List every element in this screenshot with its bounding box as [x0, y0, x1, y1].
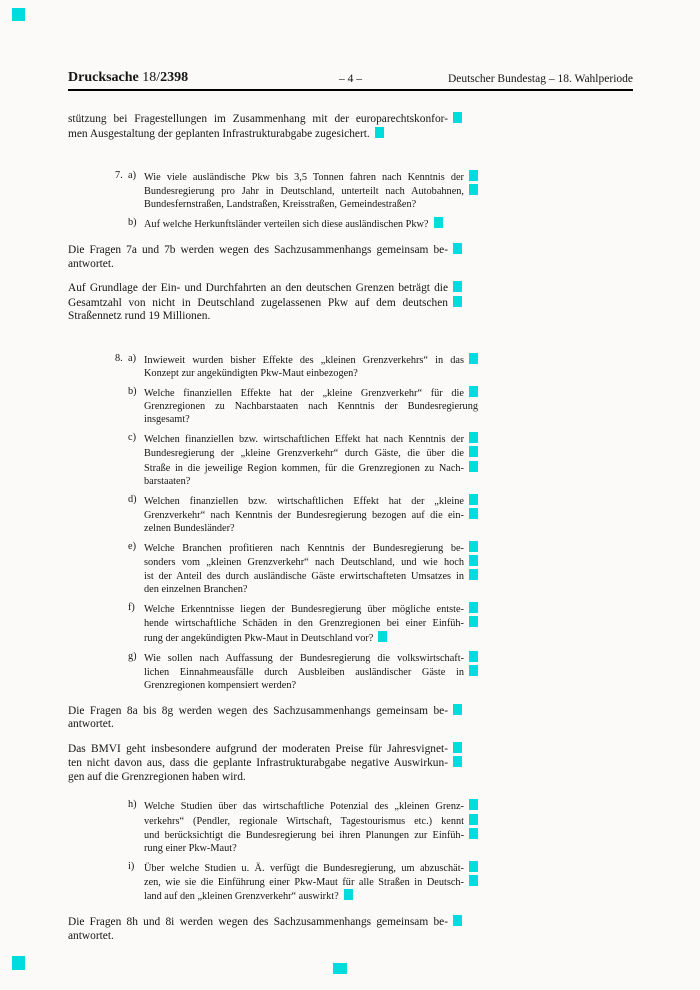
line-text: Gesamtzahl von nicht in Deutschland zugelassenen Pkw auf dem deutschen	[68, 296, 448, 309]
question-text	[144, 170, 478, 211]
question-line	[144, 367, 478, 380]
line-text: Konzept zur angekündigten Pkw-Maut einbezogen?	[144, 367, 358, 379]
question-line	[144, 631, 478, 645]
paragraph-line	[68, 296, 462, 311]
line-text: antwortet.	[68, 929, 114, 942]
paragraph-line	[68, 112, 462, 127]
highlight-mark	[469, 799, 478, 810]
highlight-mark	[469, 184, 478, 195]
paragraph	[68, 915, 462, 943]
question-item	[115, 353, 633, 380]
doc-label: Drucksache	[68, 70, 139, 85]
highlight-mark	[453, 704, 462, 715]
highlight-mark	[469, 386, 478, 397]
question-line	[144, 494, 478, 508]
corner-mark-top-left	[12, 8, 25, 21]
corner-mark-bottom-left	[12, 956, 25, 970]
line-text: Die Fragen 8a bis 8g werden wegen des Sachzusammenhangs gemeinsam be-	[68, 704, 448, 717]
line-text: Welche Branchen profitieren nach Kenntnis der Bundesregierung be-	[144, 543, 464, 554]
paragraph-line	[68, 756, 462, 771]
question-item	[115, 432, 633, 487]
question-text	[144, 353, 478, 380]
paragraph	[68, 742, 462, 785]
question-letter: b)	[128, 386, 137, 398]
question-number	[115, 432, 128, 487]
highlight-mark	[453, 742, 462, 753]
line-text: ist der Anteil des durch ausländische Gäste erwirtschafteten Umsatzes in	[144, 571, 464, 583]
highlight-mark	[378, 631, 387, 642]
highlight-mark	[375, 127, 384, 138]
question-number	[115, 494, 128, 535]
line-text: rung einer Pkw-Maut?	[144, 842, 237, 854]
question-line	[144, 198, 478, 211]
line-text: Auf Grundlage der Ein- und Durchfahrten an den deutschen Grenzen beträgt die	[68, 282, 448, 295]
corner-mark-bottom-center	[333, 963, 347, 974]
line-text: Straßennetz rund 19 Millionen.	[68, 310, 211, 323]
paragraph	[68, 243, 462, 271]
line-text: Wie viele ausländische Pkw bis 3,5 Tonnen fahren nach Kenntnis der	[144, 172, 464, 183]
question-line	[144, 353, 478, 367]
question-line	[144, 814, 478, 828]
line-text: hende wirtschaftliche Schäden in den Grenzregionen bei einer Einfüh-	[144, 618, 464, 630]
doc-number: 2398	[160, 70, 189, 85]
header-divider	[68, 89, 633, 91]
paragraph-line	[68, 771, 462, 785]
highlight-mark	[469, 353, 478, 364]
question-item	[115, 494, 633, 535]
highlight-mark	[469, 541, 478, 552]
question-text	[144, 799, 478, 854]
question-item	[115, 386, 633, 426]
line-text: Auf welche Herkunftsländer verteilen sich diese ausländischen Pkw?	[144, 219, 429, 231]
question-line	[144, 475, 478, 488]
line-text: men Ausgestaltung der geplanten Infrastrukturabgabe zugesichert.	[68, 127, 370, 140]
line-text: stützung bei Fragestellungen im Zusammenhang mit der europarechtskonfor-	[68, 113, 448, 125]
question-line	[144, 651, 478, 665]
line-text: barstaaten?	[144, 475, 191, 487]
question-line	[144, 665, 478, 679]
highlight-mark	[469, 508, 478, 519]
question-item	[115, 217, 633, 231]
line-text: Welchen finanziellen bzw. wirtschaftlichen Effekt hat nach Kenntnis der	[144, 434, 464, 446]
question-letter: d)	[128, 493, 137, 505]
paragraph-line	[68, 310, 462, 324]
question-number: 8.	[115, 352, 123, 364]
highlight-mark	[453, 112, 462, 123]
question-text	[144, 602, 478, 644]
line-text: Die Fragen 7a und 7b werden wegen des Sachzusammenhangs gemeinsam be-	[68, 244, 448, 257]
paragraph-line	[68, 718, 462, 732]
line-text: Grenzregionen zu Nachbarstaaten nach Kenntnis der Bundesregierung	[144, 401, 478, 413]
paragraph	[68, 704, 462, 732]
question-item	[115, 799, 633, 854]
question-line	[144, 170, 478, 184]
line-text: antwortet.	[68, 718, 114, 731]
paragraph-line	[68, 258, 462, 272]
question-line	[144, 583, 478, 596]
line-text: antwortet.	[68, 257, 114, 270]
line-text: Bundesfernstraßen, Landstraßen, Kreisstraßen, Gemeindestraßen?	[144, 199, 417, 211]
line-text: Straße in die jeweilige Region kommen, für die Grenzregionen zu Nach-	[144, 462, 464, 474]
line-text: zelnen Bundesländer?	[144, 522, 235, 534]
highlight-mark	[469, 446, 478, 457]
highlight-mark	[453, 915, 462, 926]
paragraph-line	[68, 127, 462, 142]
question-item	[115, 170, 633, 211]
question-line	[144, 446, 478, 460]
question-line	[144, 799, 478, 813]
line-text: ten nicht davon aus, dass die geplante Infrastrukturabgabe negative Auswirkun-	[68, 757, 448, 770]
question-line	[144, 602, 478, 616]
paragraph-line	[68, 243, 462, 258]
page-number: – 4 –	[339, 73, 362, 85]
highlight-mark	[453, 243, 462, 254]
question-letter: g)	[128, 650, 137, 662]
paragraph-line	[68, 281, 462, 296]
highlight-mark	[469, 861, 478, 872]
question-item	[115, 651, 633, 692]
document-body	[68, 112, 633, 943]
question-letter: h)	[128, 799, 137, 811]
question-letter: a)	[128, 170, 136, 181]
highlight-mark	[469, 432, 478, 443]
line-text: Welche Studien über das wirtschaftliche Potenzial des „kleinen Grenz-	[144, 801, 464, 813]
line-text: Über welche Studien u. Ä. verfügt die Bundesregierung, um abzuschät-	[144, 862, 464, 874]
question-number	[115, 217, 128, 231]
highlight-mark	[469, 814, 478, 825]
highlight-mark	[453, 296, 462, 307]
question-line	[144, 679, 478, 692]
question-letter: b)	[128, 217, 137, 229]
question-text	[144, 494, 478, 535]
line-text: Welche Erkenntnisse liegen der Bundesregierung über mögliche entste-	[144, 604, 464, 616]
question-text	[144, 386, 478, 426]
line-text: Wie sollen nach Auffassung der Bundesregierung die volkswirtschaft-	[144, 652, 464, 664]
line-text: Grenzregionen kompensiert werden?	[144, 679, 297, 691]
paragraph-line	[68, 704, 462, 719]
question-letter: e)	[128, 541, 136, 552]
line-text: Bundesregierung der „kleine Grenzverkehr“ durch Gäste, die über die	[144, 448, 464, 460]
line-text: den einzelnen Branchen?	[144, 584, 248, 596]
question-line	[144, 555, 478, 569]
line-text: und berücksichtigt die Bundesregierung bei ihren Planungen zur Einfüh-	[144, 829, 464, 841]
question-line	[144, 875, 478, 889]
question-text	[144, 432, 478, 487]
doc-number-prefix: 18/	[142, 70, 161, 85]
question-text	[144, 541, 478, 596]
question-item	[115, 602, 633, 644]
highlight-mark	[344, 889, 353, 900]
line-text: Welchen finanziellen bzw. wirtschaftlichen Effekt hat der „kleine	[144, 495, 464, 507]
question-item	[115, 541, 633, 596]
question-line	[144, 386, 478, 400]
line-text: gen auf die Grenzregionen haben wird.	[68, 770, 246, 783]
question-number	[115, 602, 128, 644]
paragraph	[68, 112, 462, 141]
question-number	[115, 386, 128, 426]
line-text: Das BMVI geht insbesondere aufgrund der moderaten Preise für Jahresvignet-	[68, 742, 448, 755]
question-line	[144, 217, 478, 231]
highlight-mark	[469, 665, 478, 676]
question-number	[115, 651, 128, 692]
question-line	[144, 861, 478, 875]
document-number	[68, 70, 188, 86]
question-line	[144, 828, 478, 842]
question-text	[144, 217, 478, 231]
question-line	[144, 842, 478, 855]
highlight-mark	[469, 494, 478, 505]
highlight-mark	[453, 281, 462, 292]
question-line	[144, 569, 478, 583]
paragraph-line	[68, 742, 462, 757]
line-text: Welche finanziellen Effekte hat der „kleine Grenzverkehr“ für die	[144, 388, 464, 400]
line-text: sonders vom „kleinen Grenzverkehr“ nach Deutschland, und wie hoch	[144, 557, 464, 569]
question-letter: i)	[128, 860, 135, 872]
question-line	[144, 413, 478, 426]
question-line	[144, 889, 478, 903]
question-number	[115, 861, 128, 903]
page-header	[68, 62, 633, 86]
highlight-mark	[469, 569, 478, 580]
line-text: rung der angekündigten Pkw-Maut in Deutschland vor?	[144, 632, 374, 644]
question-line	[144, 616, 478, 630]
highlight-mark	[469, 461, 478, 472]
paragraph-line	[68, 930, 462, 944]
question-line	[144, 184, 478, 198]
line-text: verkehrs“ (Pendler, regionale Wirtschaft, Tagestourismus etc.) kennt	[144, 815, 464, 827]
highlight-mark	[434, 217, 443, 228]
highlight-mark	[469, 875, 478, 886]
highlight-mark	[469, 616, 478, 627]
question-number	[115, 799, 128, 854]
question-letter: c)	[128, 432, 136, 444]
line-text: Inwieweit wurden bisher Effekte des „kleinen Grenzverkehrs“ in das	[144, 354, 464, 366]
line-text: Grenzverkehr“ nach Kenntnis der Bundesregierung bezogen auf die ein-	[144, 509, 464, 521]
line-text: Die Fragen 8h und 8i werden wegen des Sachzusammenhangs gemeinsam be-	[68, 916, 448, 929]
line-text: insgesamt?	[144, 414, 190, 426]
highlight-mark	[453, 756, 462, 767]
question-line	[144, 541, 478, 555]
question-letter: f)	[128, 602, 135, 614]
question-text	[144, 861, 478, 903]
question-item	[115, 861, 633, 903]
parliament-title: Deutscher Bundestag – 18. Wahlperiode	[447, 73, 633, 85]
question-line	[144, 508, 478, 522]
line-text: lichen Einnahmeausfälle durch Ausbleiben ausländischer Gäste in	[144, 666, 464, 678]
paragraph-line	[68, 915, 462, 930]
question-line	[144, 432, 478, 446]
highlight-mark	[469, 828, 478, 839]
line-text: zen, wie sie die Einführung einer Pkw-Maut für alle Straßen in Deutsch-	[144, 876, 464, 888]
question-number	[115, 541, 128, 596]
highlight-mark	[469, 170, 478, 181]
question-line	[144, 522, 478, 535]
line-text: Bundesregierung pro Jahr in Deutschland, unterteilt nach Autobahnen,	[144, 186, 464, 198]
highlight-mark	[469, 555, 478, 566]
highlight-mark	[469, 651, 478, 662]
question-text	[144, 651, 478, 692]
line-text: land auf den „kleinen Grenzverkehr“ auswirkt?	[144, 891, 339, 902]
paragraph	[68, 281, 462, 324]
question-line	[144, 400, 478, 413]
question-line	[144, 461, 478, 475]
question-number: 7.	[115, 170, 123, 181]
highlight-mark	[469, 602, 478, 613]
question-letter: a)	[128, 352, 136, 364]
